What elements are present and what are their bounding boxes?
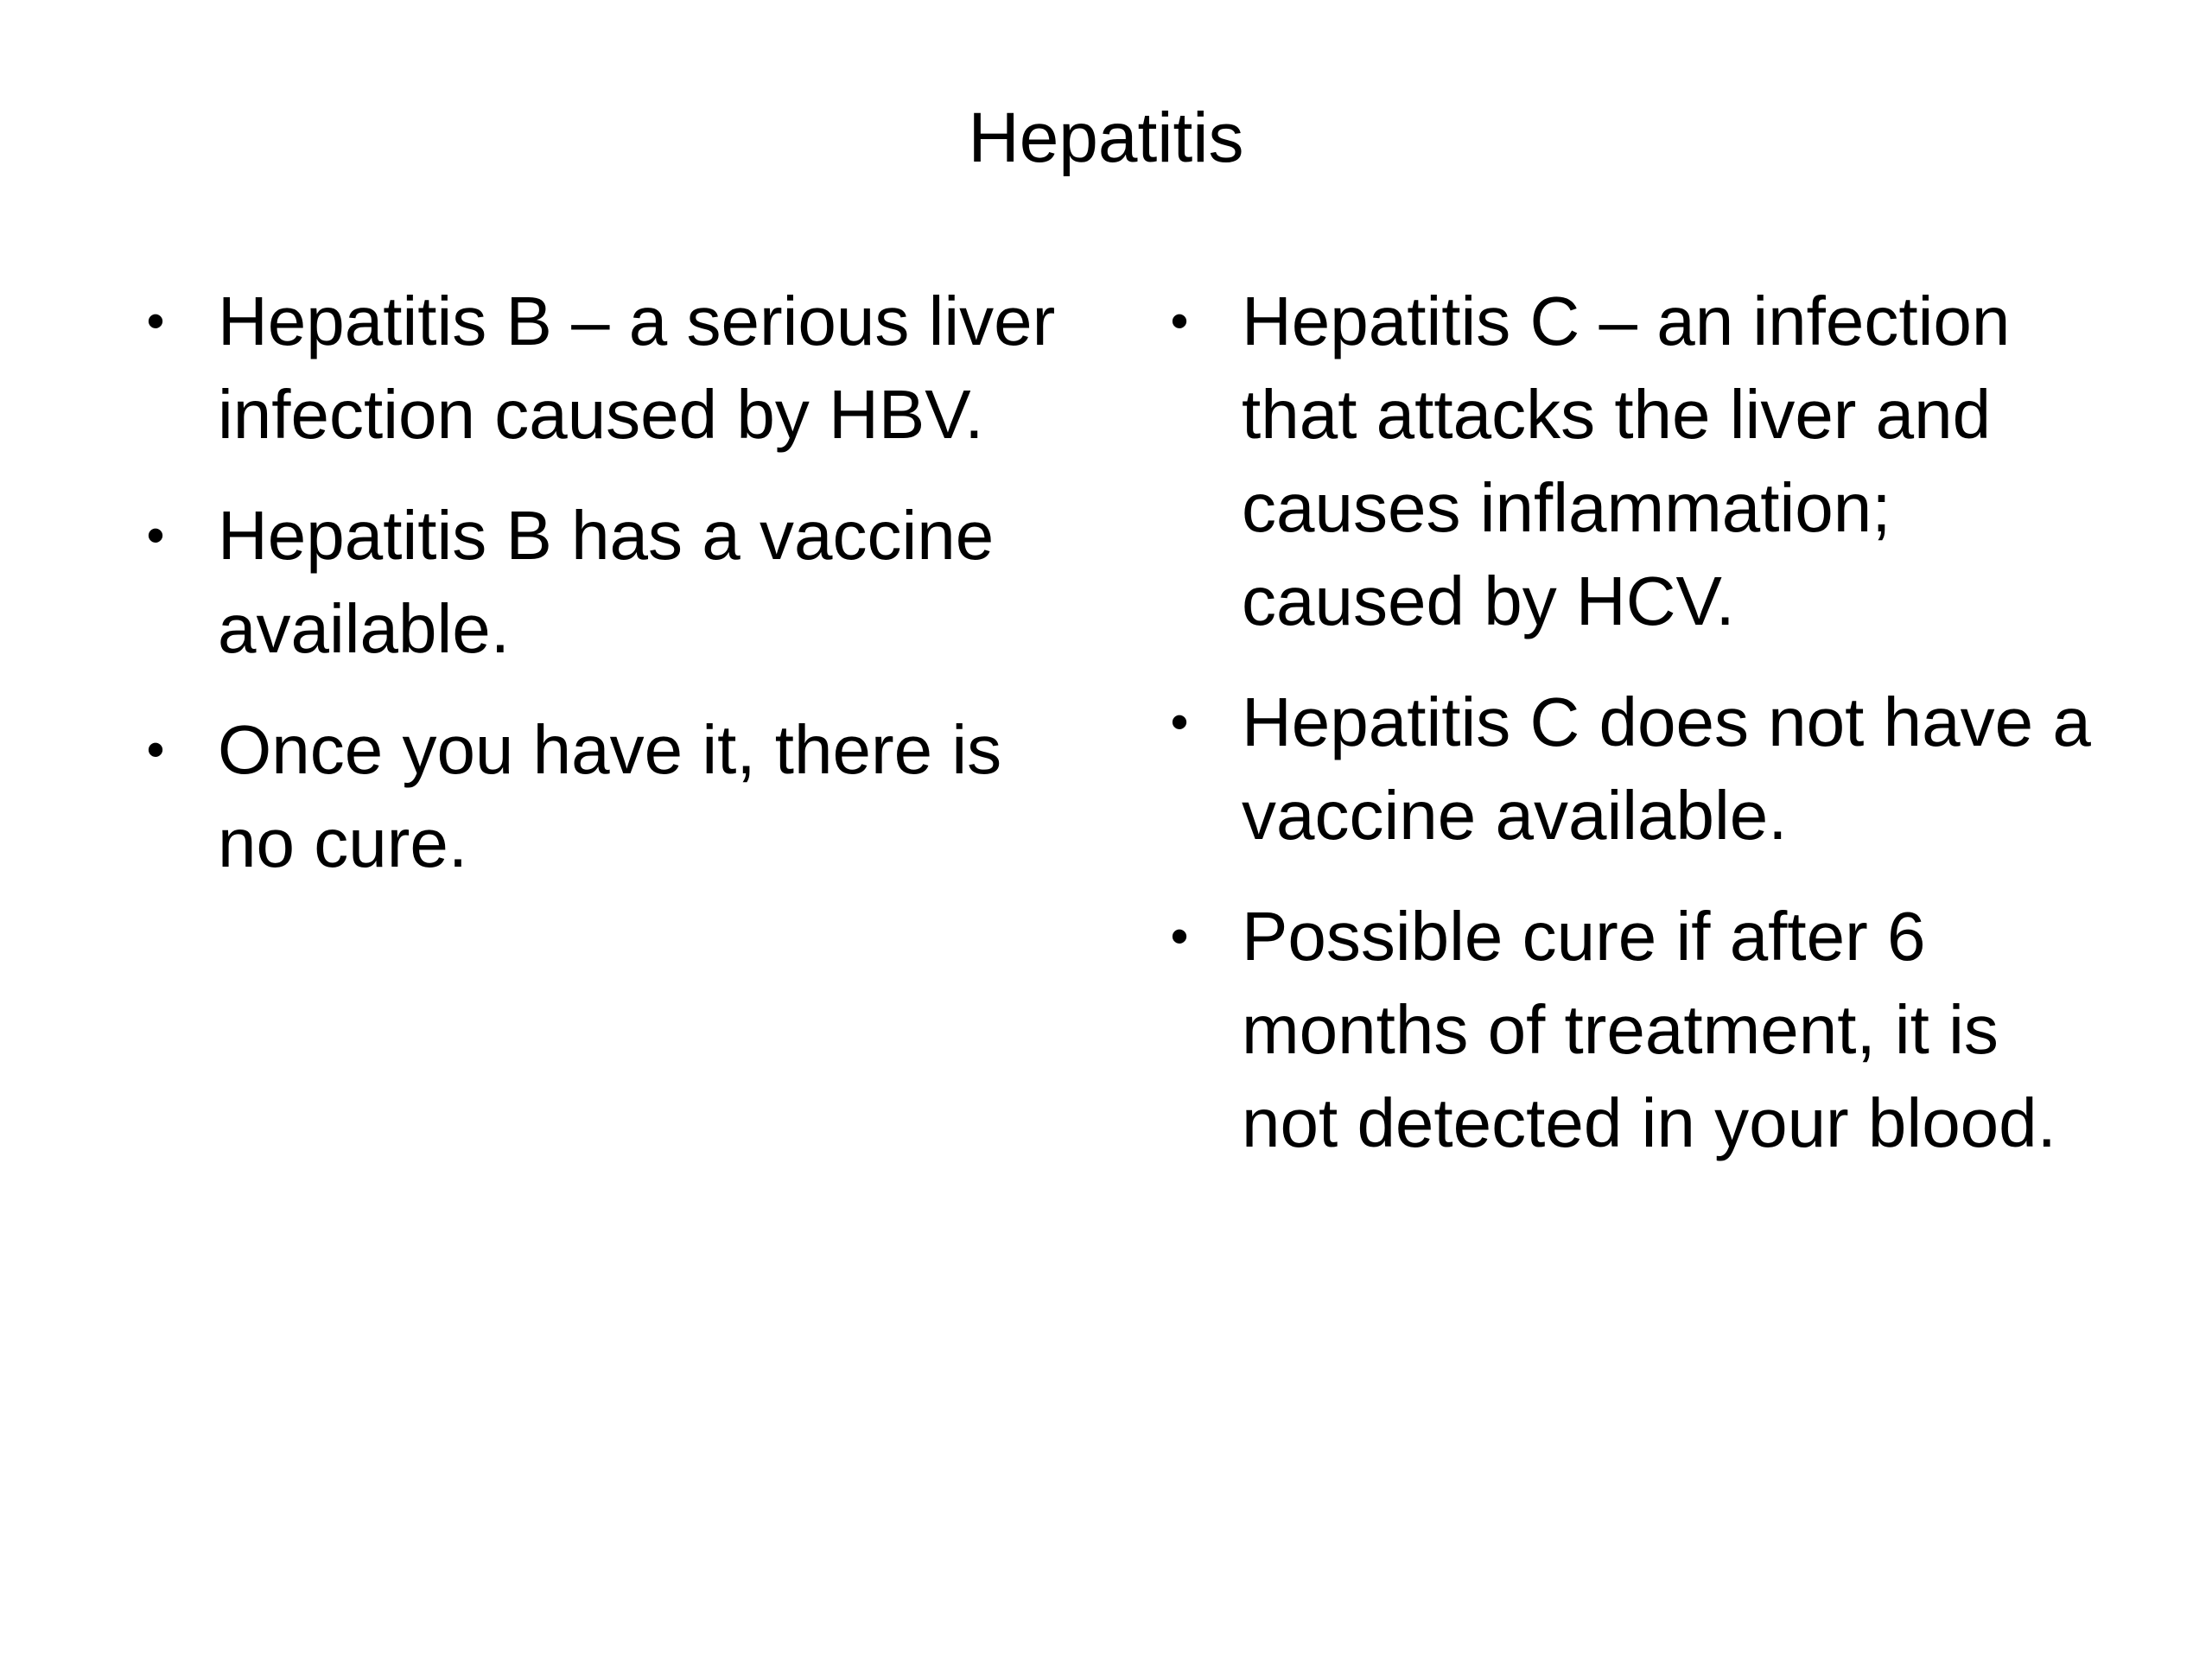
bullet-text: Hepatitis B has a vaccine available. <box>218 497 995 667</box>
left-column-bullet-list <box>130 275 1089 918</box>
right-column-bullet-list <box>1154 275 2113 1198</box>
bullet-text: Hepatitis C – an infection that attacks the liver and causes inflammation; caused by HCV. <box>1242 283 2011 639</box>
bullet-text: Hepatitis B – a serious liver infection caused by HBV. <box>218 283 1056 453</box>
bullet-item <box>130 489 1089 676</box>
bullet-item <box>1154 890 2113 1170</box>
bullet-icon: • <box>1170 292 1189 350</box>
bullet-text: Hepatitis C does not have a vaccine available. <box>1242 683 2091 854</box>
slide-title: Hepatitis <box>968 99 1244 177</box>
bullet-text: Possible cure if after 6 months of treatment, it is not detected in your blood. <box>1242 898 2056 1161</box>
bullet-item <box>1154 275 2113 648</box>
bullet-icon: • <box>146 506 165 564</box>
bullet-text: Once you have it, there is no cure. <box>218 711 1002 881</box>
bullet-item <box>130 703 1089 890</box>
bullet-item <box>1154 676 2113 862</box>
bullet-icon: • <box>146 721 165 779</box>
bullet-icon: • <box>146 292 165 350</box>
bullet-item <box>130 275 1089 461</box>
bullet-icon: • <box>1170 907 1189 965</box>
bullet-icon: • <box>1170 693 1189 751</box>
